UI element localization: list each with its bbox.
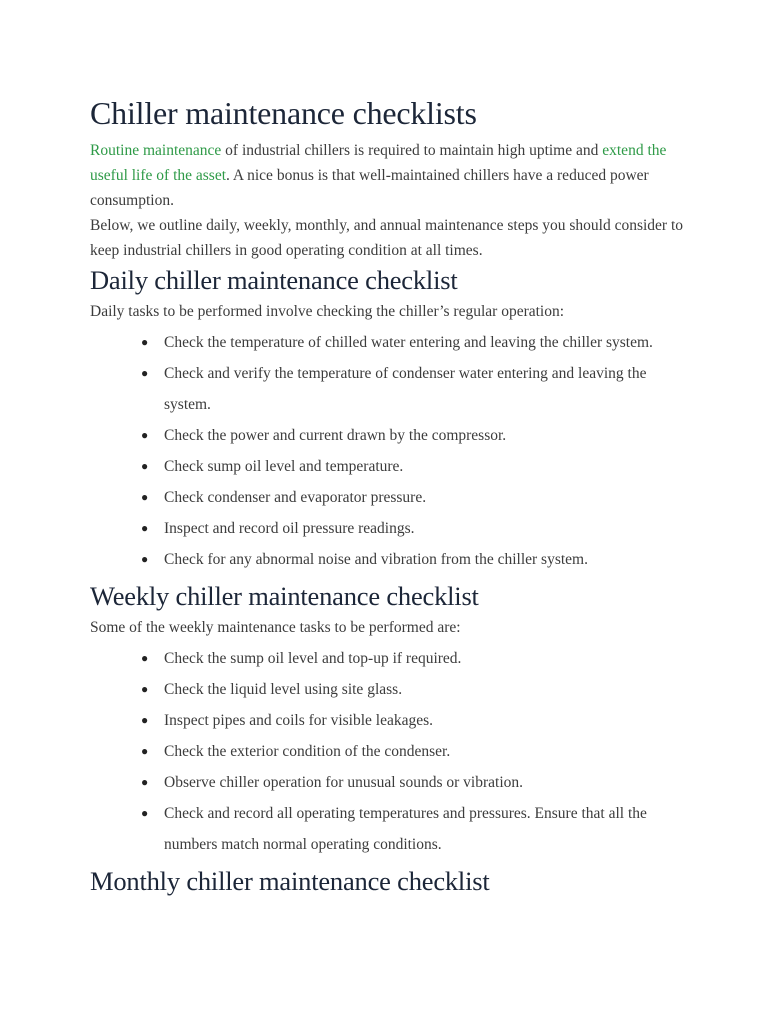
bullet-icon: ● bbox=[141, 713, 149, 727]
list-item-text: Check and verify the temperature of condenser water entering and leaving the system. bbox=[164, 365, 647, 413]
intro-text-2: . A nice bonus is that well-maintained chillers have a reduced power consumption. bbox=[90, 167, 649, 209]
bullet-icon: ● bbox=[141, 428, 149, 442]
list-item-text: Check and record all operating temperatures and pressures. Ensure that all the numbers match normal operating conditions. bbox=[164, 805, 647, 853]
list-item-text: Inspect pipes and coils for visible leakages. bbox=[164, 712, 434, 729]
list-item bbox=[141, 358, 690, 420]
weekly-lead: Some of the weekly maintenance tasks to be performed are: bbox=[90, 619, 461, 636]
list-item-text: Check sump oil level and temperature. bbox=[164, 458, 404, 475]
monthly-heading: Monthly chiller maintenance checklist bbox=[90, 866, 490, 896]
weekly-checklist bbox=[90, 643, 690, 860]
routine-maintenance-link[interactable]: Routine maintenance bbox=[90, 142, 222, 159]
extend-useful-life-link[interactable]: extend the useful life of the asset bbox=[90, 142, 667, 184]
list-item bbox=[141, 643, 690, 674]
list-item bbox=[141, 420, 690, 451]
list-item bbox=[141, 736, 690, 767]
list-item bbox=[141, 482, 690, 513]
document-page bbox=[90, 92, 690, 900]
list-item bbox=[141, 798, 690, 860]
bullet-icon: ● bbox=[141, 335, 149, 349]
list-item-text: Check for any abnormal noise and vibration from the chiller system. bbox=[164, 551, 588, 568]
list-item-text: Check the temperature of chilled water entering and leaving the chiller system. bbox=[164, 334, 653, 351]
bullet-icon: ● bbox=[141, 744, 149, 758]
bullet-icon: ● bbox=[141, 459, 149, 473]
list-item bbox=[141, 544, 690, 575]
list-item bbox=[141, 451, 690, 482]
list-item bbox=[141, 767, 690, 798]
intro-paragraph-2: Below, we outline daily, weekly, monthly, and annual maintenance steps you should consider to keep industrial chillers in good operating condition at all times. bbox=[90, 217, 684, 259]
bullet-icon: ● bbox=[141, 775, 149, 789]
list-item-text: Check condenser and evaporator pressure. bbox=[164, 489, 427, 506]
bullet-icon: ● bbox=[141, 521, 149, 535]
list-item-text: Inspect and record oil pressure readings. bbox=[164, 520, 415, 537]
daily-lead: Daily tasks to be performed involve checking the chiller’s regular operation: bbox=[90, 303, 565, 320]
intro-paragraph bbox=[90, 138, 690, 213]
list-item bbox=[141, 513, 690, 544]
bullet-icon: ● bbox=[141, 806, 149, 820]
list-item-text: Check the power and current drawn by the compressor. bbox=[164, 427, 507, 444]
page-title: Chiller maintenance checklists bbox=[90, 95, 477, 131]
bullet-icon: ● bbox=[141, 651, 149, 665]
list-item-text: Observe chiller operation for unusual sounds or vibration. bbox=[164, 774, 523, 791]
list-item-text: Check the exterior condition of the condenser. bbox=[164, 743, 451, 760]
intro-text-1: of industrial chillers is required to maintain high uptime and bbox=[221, 142, 603, 159]
list-item bbox=[141, 327, 690, 358]
list-item-text: Check the liquid level using site glass. bbox=[164, 681, 403, 698]
weekly-heading: Weekly chiller maintenance checklist bbox=[90, 581, 479, 611]
list-item bbox=[141, 674, 690, 705]
bullet-icon: ● bbox=[141, 490, 149, 504]
list-item bbox=[141, 705, 690, 736]
bullet-icon: ● bbox=[141, 366, 149, 380]
daily-heading: Daily chiller maintenance checklist bbox=[90, 265, 458, 295]
bullet-icon: ● bbox=[141, 682, 149, 696]
list-item-text: Check the sump oil level and top-up if required. bbox=[164, 650, 462, 667]
daily-checklist bbox=[90, 327, 690, 575]
bullet-icon: ● bbox=[141, 552, 149, 566]
